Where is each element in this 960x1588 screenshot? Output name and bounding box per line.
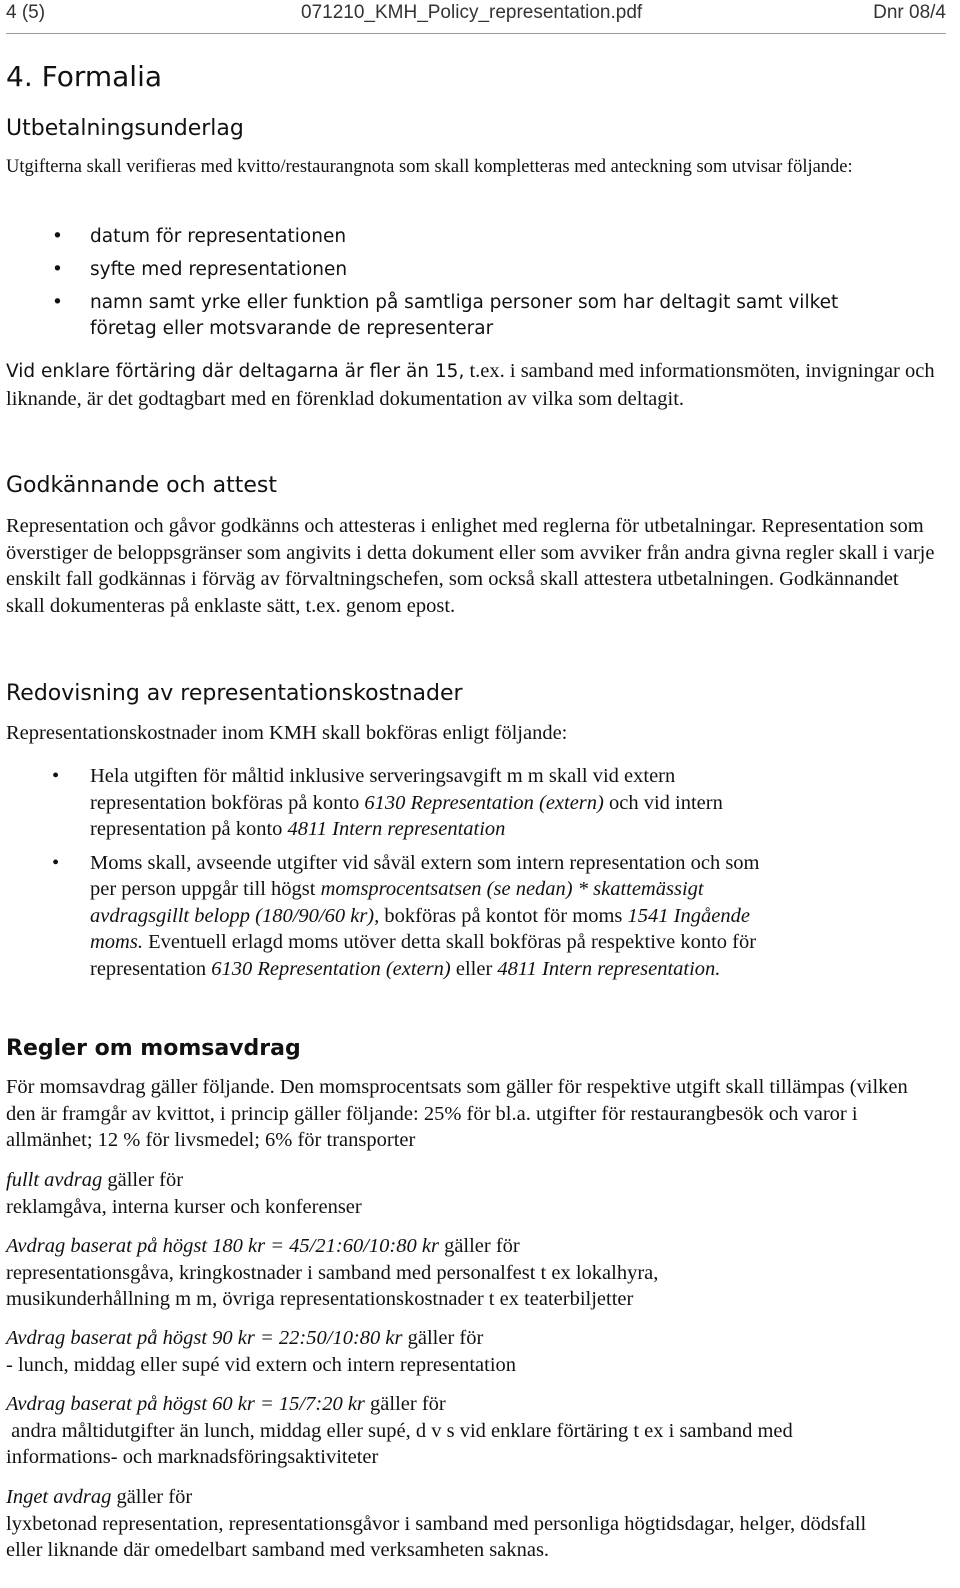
enklare-fortaring-paragraph: Vid enklare förtäring där deltagarna är fler än 15, t.ex. i samband med informationsmöten, invigningar och liknande, är det godtagbart med en förenklad dokumentation av vilka som deltagit. [6,360,935,410]
rule-avdrag-90: Avdrag baserat på högst 90 kr = 22:50/10:80 kr gäller för - lunch, middag eller supé vid extern och intern representation [6,1325,936,1378]
redovisning-intro: Representationskostnader inom KMH skall bokföras enligt följande: [6,722,568,744]
rule-label: Inget avdrag [6,1486,112,1508]
utbetalning-intro: Utgifterna skall verifieras med kvitto/restaurangnota som skall kompletteras med anteckning som utvisar följande: [6,157,853,177]
dnr-number: Dnr 08/4 [873,2,946,23]
heading-regler-momsavdrag: Regler om momsavdrag [6,1036,301,1061]
rule-fullt-avdrag: fullt avdrag gäller för reklamgåva, interna kurser och konferenser [6,1167,936,1220]
rule-label: Avdrag baserat på högst 90 kr = 22:50/10:80 kr [6,1327,403,1349]
rule-text: lyxbetonad representation, representationsgåvor i samband med personliga högtidsdagar, helger, dödsfall eller liknande där omedelbart samband med verksamheten saknas. [6,1512,867,1561]
list-item: • Hela utgiften för måltid inklusive serveringsavgift m m skall vid extern representation bokföras på konto 6130 Representation (extern) och vid intern representation på konto 4811 Intern representation [52,765,723,840]
bullet-icon: • [52,851,60,874]
rule-avdrag-180: Avdrag baserat på högst 180 kr = 45/21:60/10:80 kr gäller för representationsgåva, kringkostnader i samband med personalfest t ex lokalhyra, musikunderhållning m m, övriga representationskostnader t ex teaterbiljetter [6,1233,936,1313]
rule-inget-avdrag: Inget avdrag gäller för lyxbetonad representation, representationsgåvor i samband med personliga högtidsdagar, helger, dödsfall eller liknande där omedelbart samband med verksamheten saknas. [6,1484,936,1564]
bullet-icon: • [52,292,63,313]
section-title-formalia: 4. Formalia [6,60,163,93]
file-name: 071210_KMH_Policy_representation.pdf [301,2,643,23]
header-divider [6,33,946,34]
godkannande-text: Representation och gåvor godkänns och attesteras i enlighet med reglerna för utbetalningar. Representation som överstiger de beloppsgränser som angivits i detta dokument eller som avviker från andra givna regler skall i varje enskilt fall godkännas i förväg av förvaltningschefen, som också skall attestera utbetalningen. Godkännandet skall dokumenteras på enklaste sätt, t.ex. genom epost. [6,515,935,617]
list-item: • namn samt yrke eller funktion på samtliga personer som har deltagit samt vilket företag eller motsvarande de representerar [52,292,839,339]
utbetalning-bullets [6,224,906,342]
redovisning-bullets [6,763,786,982]
bullet-icon: • [52,259,63,280]
list-item: • syfte med representationen [6,257,906,283]
rule-label: Avdrag baserat på högst 180 kr = 45/21:60/10:80 kr [6,1235,439,1257]
page-number: 4 (5) [6,2,46,23]
heading-godkannande: Godkännande och attest [6,473,277,498]
heading-utbetalningsunderlag: Utbetalningsunderlag [6,116,244,141]
heading-redovisning: Redovisning av representationskostnader [6,681,463,706]
regler-intro: För momsavdrag gäller följande. Den momsprocentsats som gäller för respektive utgift skall tillämpas (vilken den är framgår av kvittot, i princip gäller följande: 25% för bl.a. utgifter för restaurangbesök och varor i allmänhet; 12 % för livsmedel; 6% för transporter [6,1076,908,1151]
bullet-icon: • [52,765,60,787]
list-item: • datum för representationen [6,224,906,250]
rule-label: Avdrag baserat på högst 60 kr = 15/7:20 kr [6,1393,365,1415]
rule-label: fullt avdrag [6,1169,103,1191]
bullet-icon: • [52,226,63,247]
rule-text: - lunch, middag eller supé vid extern och intern representation [6,1353,517,1376]
rule-avdrag-60: Avdrag baserat på högst 60 kr = 15/7:20 kr gäller för andra måltidutgifter än lunch, middag eller supé, d v s vid enklare förtäring t ex i samband med informations- och marknadsföringsaktiviteter [6,1391,936,1471]
rule-text: reklamgåva, interna kurser och konferenser [6,1195,362,1218]
page-header [6,2,946,28]
list-item: • Moms skall, avseende utgifter vid såväl extern som intern representation och som per person uppgår till högst momsprocentsatsen (se nedan) * skattemässigt avdragsgillt belopp (180/90/60 kr), bokföras på kontot för moms 1541 Ingående moms. Eventuell erlagd moms utöver detta skall bokföras på respektive konto för representation 6130 Representation (extern) eller 4811 Intern representation. [52,851,760,980]
rule-text: andra måltidutgifter än lunch, middag eller supé, d v s vid enklare förtäring t ex i samband med informations- och marknadsföringsaktiviteter [6,1419,798,1468]
rule-text: representationsgåva, kringkostnader i samband med personalfest t ex lokalhyra, musikunderhållning m m, övriga representationskostnader t ex teaterbiljetter [6,1261,659,1310]
